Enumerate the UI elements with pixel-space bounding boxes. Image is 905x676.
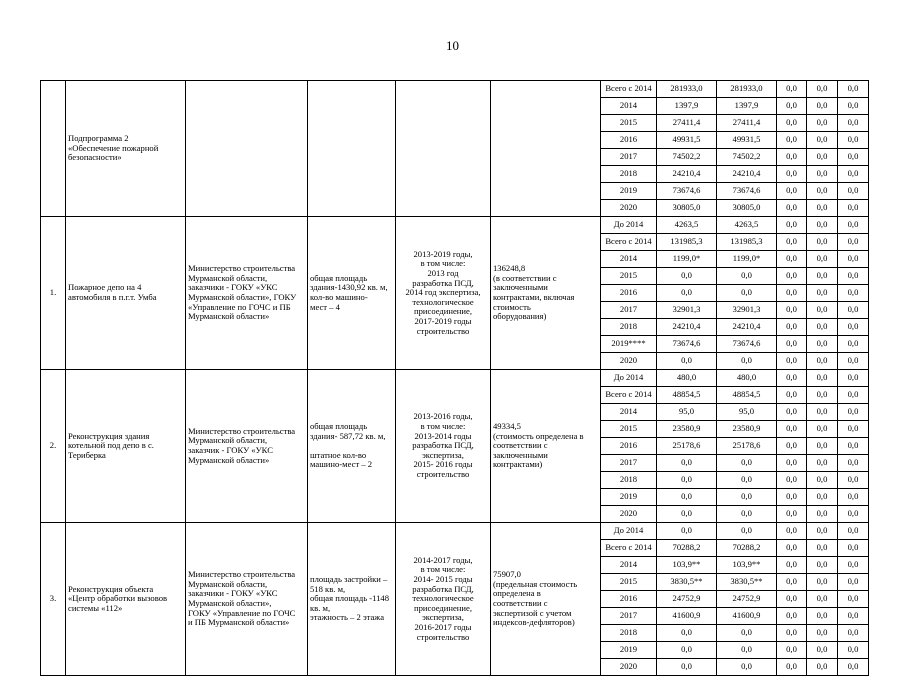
table-body: [41, 81, 869, 676]
value-cell: 0,0: [807, 625, 838, 642]
year-cell: До 2014: [601, 523, 657, 540]
total-cell: 0,0: [657, 625, 717, 642]
year-cell: Всего с 2014: [601, 234, 657, 251]
value-cell: 0,0: [838, 98, 869, 115]
year-cell: 2019: [601, 183, 657, 200]
value-cell: 0,0: [777, 183, 807, 200]
value-cell: 0,0: [838, 285, 869, 302]
value-cell: 0,0: [777, 540, 807, 557]
total-cell: 30805,0: [657, 200, 717, 217]
value-cell: 0,0: [807, 98, 838, 115]
value-cell: 0,0: [807, 149, 838, 166]
year-cell: 2019: [601, 642, 657, 659]
value-cell: 0,0: [777, 591, 807, 608]
year-cell: 2018: [601, 625, 657, 642]
value-cell: 0,0: [777, 319, 807, 336]
cost-cell: [491, 81, 601, 217]
year-cell: 2015: [601, 268, 657, 285]
table-row: [41, 217, 869, 234]
total-cell: 0,0: [657, 455, 717, 472]
value-cell: 0,0: [838, 421, 869, 438]
value-cell: 0,0: [777, 608, 807, 625]
total-cell: 0,0: [657, 489, 717, 506]
funding-cell: 0,0: [717, 455, 777, 472]
funding-cell: 27411,4: [717, 115, 777, 132]
year-cell: 2020: [601, 200, 657, 217]
funding-cell: 30805,0: [717, 200, 777, 217]
value-cell: 0,0: [777, 523, 807, 540]
total-cell: 281933,0: [657, 81, 717, 98]
funding-cell: 24752,9: [717, 591, 777, 608]
value-cell: 0,0: [777, 489, 807, 506]
year-cell: 2014: [601, 404, 657, 421]
cost-cell: 49334,5 (стоимость определена в соответствии с заключенными контрактами): [491, 370, 601, 523]
funding-cell: 0,0: [717, 285, 777, 302]
total-cell: 1397,9: [657, 98, 717, 115]
funding-cell: 73674,6: [717, 183, 777, 200]
value-cell: 0,0: [777, 217, 807, 234]
value-cell: 0,0: [807, 370, 838, 387]
table-row: [41, 81, 869, 98]
total-cell: 0,0: [657, 506, 717, 523]
value-cell: 0,0: [807, 217, 838, 234]
year-cell: 2014: [601, 98, 657, 115]
value-cell: 0,0: [807, 557, 838, 574]
funding-cell: 0,0: [717, 353, 777, 370]
total-cell: 27411,4: [657, 115, 717, 132]
value-cell: 0,0: [838, 506, 869, 523]
year-cell: 2017: [601, 608, 657, 625]
total-cell: 0,0: [657, 523, 717, 540]
timing-cell: 2013-2016 годы, в том числе: 2013-2014 годы разработка ПСД, экспертиза, 2015- 2016 годы строительство: [396, 370, 491, 523]
total-cell: 32901,3: [657, 302, 717, 319]
value-cell: 0,0: [807, 608, 838, 625]
funding-cell: 0,0: [717, 472, 777, 489]
total-cell: 0,0: [657, 472, 717, 489]
total-cell: 95,0: [657, 404, 717, 421]
value-cell: 0,0: [838, 523, 869, 540]
value-cell: 0,0: [807, 574, 838, 591]
number-cell: 1.: [41, 217, 66, 370]
funding-cell: 24210,4: [717, 166, 777, 183]
year-cell: Всего с 2014: [601, 540, 657, 557]
value-cell: 0,0: [807, 251, 838, 268]
number-cell: 2.: [41, 370, 66, 523]
value-cell: 0,0: [777, 302, 807, 319]
funding-cell: 41600,9: [717, 608, 777, 625]
value-cell: 0,0: [838, 591, 869, 608]
table-row: [41, 370, 869, 387]
value-cell: 0,0: [807, 81, 838, 98]
year-cell: 2018: [601, 472, 657, 489]
total-cell: 480,0: [657, 370, 717, 387]
value-cell: 0,0: [807, 438, 838, 455]
executor-cell: Министерство строительства Мурманской области, заказчики - ГОКУ «УКС Мурманской области», ГОКУ «Управление по ГОЧС и ПБ Мурманской области»: [186, 217, 308, 370]
name-cell: Пожарное депо на 4 автомобиля в п.г.т. Умба: [66, 217, 186, 370]
funding-cell: 73674,6: [717, 336, 777, 353]
funding-cell: 74502,2: [717, 149, 777, 166]
value-cell: 0,0: [838, 455, 869, 472]
name-cell: Реконструкция объекта «Центр обработки вызовов системы «112»: [66, 523, 186, 676]
value-cell: 0,0: [838, 353, 869, 370]
value-cell: 0,0: [777, 438, 807, 455]
year-cell: 2019: [601, 489, 657, 506]
executor-cell: Министерство строительства Мурманской области, заказчик - ГОКУ «УКС Мурманской области»: [186, 370, 308, 523]
value-cell: 0,0: [807, 285, 838, 302]
value-cell: 0,0: [838, 234, 869, 251]
table-row: [41, 523, 869, 540]
value-cell: 0,0: [838, 438, 869, 455]
funding-cell: 0,0: [717, 642, 777, 659]
value-cell: 0,0: [838, 200, 869, 217]
total-cell: 0,0: [657, 268, 717, 285]
value-cell: 0,0: [807, 472, 838, 489]
total-cell: 4263,5: [657, 217, 717, 234]
value-cell: 0,0: [777, 234, 807, 251]
name-cell: Реконструкция здания котельной под депо в с. Териберка: [66, 370, 186, 523]
year-cell: Всего с 2014: [601, 387, 657, 404]
year-cell: 2014: [601, 557, 657, 574]
value-cell: 0,0: [807, 489, 838, 506]
value-cell: 0,0: [838, 370, 869, 387]
value-cell: 0,0: [777, 387, 807, 404]
value-cell: 0,0: [838, 319, 869, 336]
timing-cell: 2013-2019 годы, в том числе: 2013 год разработка ПСД, 2014 год экспертиза, технологическое присоединение, 2017-2019 годы строительство: [396, 217, 491, 370]
funding-cell: 0,0: [717, 506, 777, 523]
characteristics-cell: общая площадь здания- 587,72 кв. м, штатное кол-во машино-мест – 2: [308, 370, 396, 523]
value-cell: 0,0: [807, 183, 838, 200]
value-cell: 0,0: [807, 115, 838, 132]
total-cell: 70288,2: [657, 540, 717, 557]
total-cell: 1199,0*: [657, 251, 717, 268]
value-cell: 0,0: [838, 557, 869, 574]
funding-cell: 1397,9: [717, 98, 777, 115]
year-cell: 2016: [601, 591, 657, 608]
value-cell: 0,0: [838, 183, 869, 200]
value-cell: 0,0: [777, 625, 807, 642]
year-cell: 2017: [601, 455, 657, 472]
value-cell: 0,0: [807, 336, 838, 353]
funding-cell: 48854,5: [717, 387, 777, 404]
funding-cell: 25178,6: [717, 438, 777, 455]
value-cell: 0,0: [807, 268, 838, 285]
total-cell: 48854,5: [657, 387, 717, 404]
value-cell: 0,0: [807, 455, 838, 472]
funding-cell: 0,0: [717, 659, 777, 676]
funding-cell: 0,0: [717, 489, 777, 506]
value-cell: 0,0: [777, 404, 807, 421]
value-cell: 0,0: [838, 625, 869, 642]
funding-cell: 0,0: [717, 268, 777, 285]
timing-cell: [396, 81, 491, 217]
year-cell: 2016: [601, 438, 657, 455]
year-cell: 2016: [601, 132, 657, 149]
value-cell: 0,0: [807, 404, 838, 421]
total-cell: 74502,2: [657, 149, 717, 166]
funding-cell: 103,9**: [717, 557, 777, 574]
value-cell: 0,0: [807, 319, 838, 336]
value-cell: 0,0: [838, 302, 869, 319]
year-cell: 2017: [601, 302, 657, 319]
value-cell: 0,0: [777, 370, 807, 387]
year-cell: Всего с 2014: [601, 81, 657, 98]
year-cell: 2018: [601, 319, 657, 336]
characteristics-cell: [308, 81, 396, 217]
value-cell: 0,0: [838, 540, 869, 557]
total-cell: 0,0: [657, 285, 717, 302]
value-cell: 0,0: [777, 455, 807, 472]
value-cell: 0,0: [838, 336, 869, 353]
total-cell: 25178,6: [657, 438, 717, 455]
total-cell: 24210,4: [657, 319, 717, 336]
value-cell: 0,0: [838, 217, 869, 234]
value-cell: 0,0: [838, 404, 869, 421]
funding-cell: 4263,5: [717, 217, 777, 234]
value-cell: 0,0: [777, 98, 807, 115]
year-cell: 2014: [601, 251, 657, 268]
number-cell: [41, 81, 66, 217]
executor-cell: Министерство строительства Мурманской области, заказчики - ГОКУ «УКС Мурманской области», ГОКУ «Управление по ГОЧС и ПБ Мурманской области»: [186, 523, 308, 676]
value-cell: 0,0: [777, 574, 807, 591]
value-cell: 0,0: [838, 268, 869, 285]
value-cell: 0,0: [807, 234, 838, 251]
value-cell: 0,0: [777, 353, 807, 370]
value-cell: 0,0: [807, 506, 838, 523]
funding-cell: 0,0: [717, 523, 777, 540]
total-cell: 23580,9: [657, 421, 717, 438]
funding-cell: 480,0: [717, 370, 777, 387]
value-cell: 0,0: [838, 149, 869, 166]
value-cell: 0,0: [777, 81, 807, 98]
total-cell: 3830,5**: [657, 574, 717, 591]
name-cell: Подпрограмма 2 «Обеспечение пожарной безопасности»: [66, 81, 186, 217]
value-cell: 0,0: [838, 642, 869, 659]
value-cell: 0,0: [777, 149, 807, 166]
value-cell: 0,0: [838, 608, 869, 625]
value-cell: 0,0: [777, 421, 807, 438]
cost-cell: 136248,8 (в соответствии с заключенными контрактами, включая стоимость оборудования): [491, 217, 601, 370]
total-cell: 24752,9: [657, 591, 717, 608]
funding-cell: 95,0: [717, 404, 777, 421]
total-cell: 103,9**: [657, 557, 717, 574]
total-cell: 0,0: [657, 642, 717, 659]
number-cell: 3.: [41, 523, 66, 676]
total-cell: 49931,5: [657, 132, 717, 149]
funding-cell: 23580,9: [717, 421, 777, 438]
year-cell: До 2014: [601, 370, 657, 387]
characteristics-cell: общая площадь здания-1430,92 кв. м, кол-во машино- мест – 4: [308, 217, 396, 370]
value-cell: 0,0: [838, 115, 869, 132]
value-cell: 0,0: [777, 166, 807, 183]
value-cell: 0,0: [838, 472, 869, 489]
funding-cell: 0,0: [717, 625, 777, 642]
value-cell: 0,0: [777, 659, 807, 676]
total-cell: 0,0: [657, 659, 717, 676]
funding-cell: 1199,0*: [717, 251, 777, 268]
total-cell: 73674,6: [657, 183, 717, 200]
characteristics-cell: площадь застройки – 518 кв. м, общая площадь -1148 кв. м, этажность – 2 этажа: [308, 523, 396, 676]
total-cell: 0,0: [657, 353, 717, 370]
total-cell: 41600,9: [657, 608, 717, 625]
value-cell: 0,0: [777, 285, 807, 302]
funding-cell: 281933,0: [717, 81, 777, 98]
cost-cell: 75907,0 (предельная стоимость определена в соответствии с экспертизой с учетом индексов-дефляторов): [491, 523, 601, 676]
value-cell: 0,0: [838, 251, 869, 268]
value-cell: 0,0: [777, 200, 807, 217]
funding-cell: 32901,3: [717, 302, 777, 319]
funding-cell: 131985,3: [717, 234, 777, 251]
value-cell: 0,0: [838, 81, 869, 98]
value-cell: 0,0: [838, 166, 869, 183]
value-cell: 0,0: [807, 132, 838, 149]
year-cell: 2015: [601, 574, 657, 591]
value-cell: 0,0: [807, 421, 838, 438]
value-cell: 0,0: [838, 574, 869, 591]
year-cell: 2018: [601, 166, 657, 183]
value-cell: 0,0: [807, 200, 838, 217]
value-cell: 0,0: [807, 642, 838, 659]
value-cell: 0,0: [777, 115, 807, 132]
value-cell: 0,0: [777, 336, 807, 353]
year-cell: 2015: [601, 115, 657, 132]
value-cell: 0,0: [807, 659, 838, 676]
value-cell: 0,0: [838, 387, 869, 404]
value-cell: 0,0: [807, 523, 838, 540]
executor-cell: [186, 81, 308, 217]
value-cell: 0,0: [807, 540, 838, 557]
year-cell: 2017: [601, 149, 657, 166]
value-cell: 0,0: [777, 268, 807, 285]
year-cell: 2016: [601, 285, 657, 302]
funding-cell: 70288,2: [717, 540, 777, 557]
funding-cell: 49931,5: [717, 132, 777, 149]
year-cell: 2015: [601, 421, 657, 438]
year-cell: 2020: [601, 659, 657, 676]
value-cell: 0,0: [807, 591, 838, 608]
timing-cell: 2014-2017 годы, в том числе: 2014- 2015 годы разработка ПСД, технологическое присоединение, экспертиза, 2016-2017 годы строительство: [396, 523, 491, 676]
total-cell: 73674,6: [657, 336, 717, 353]
value-cell: 0,0: [838, 132, 869, 149]
year-cell: 2019****: [601, 336, 657, 353]
year-cell: 2020: [601, 506, 657, 523]
value-cell: 0,0: [777, 132, 807, 149]
funding-cell: 24210,4: [717, 319, 777, 336]
total-cell: 131985,3: [657, 234, 717, 251]
year-cell: 2020: [601, 353, 657, 370]
value-cell: 0,0: [807, 302, 838, 319]
value-cell: 0,0: [777, 506, 807, 523]
value-cell: 0,0: [777, 251, 807, 268]
funding-cell: 3830,5**: [717, 574, 777, 591]
value-cell: 0,0: [807, 166, 838, 183]
program-table: [40, 80, 869, 676]
value-cell: 0,0: [807, 387, 838, 404]
value-cell: 0,0: [838, 659, 869, 676]
page-number: 10: [446, 38, 459, 53]
value-cell: 0,0: [777, 642, 807, 659]
value-cell: 0,0: [807, 353, 838, 370]
value-cell: 0,0: [777, 472, 807, 489]
value-cell: 0,0: [838, 489, 869, 506]
value-cell: 0,0: [777, 557, 807, 574]
total-cell: 24210,4: [657, 166, 717, 183]
year-cell: До 2014: [601, 217, 657, 234]
